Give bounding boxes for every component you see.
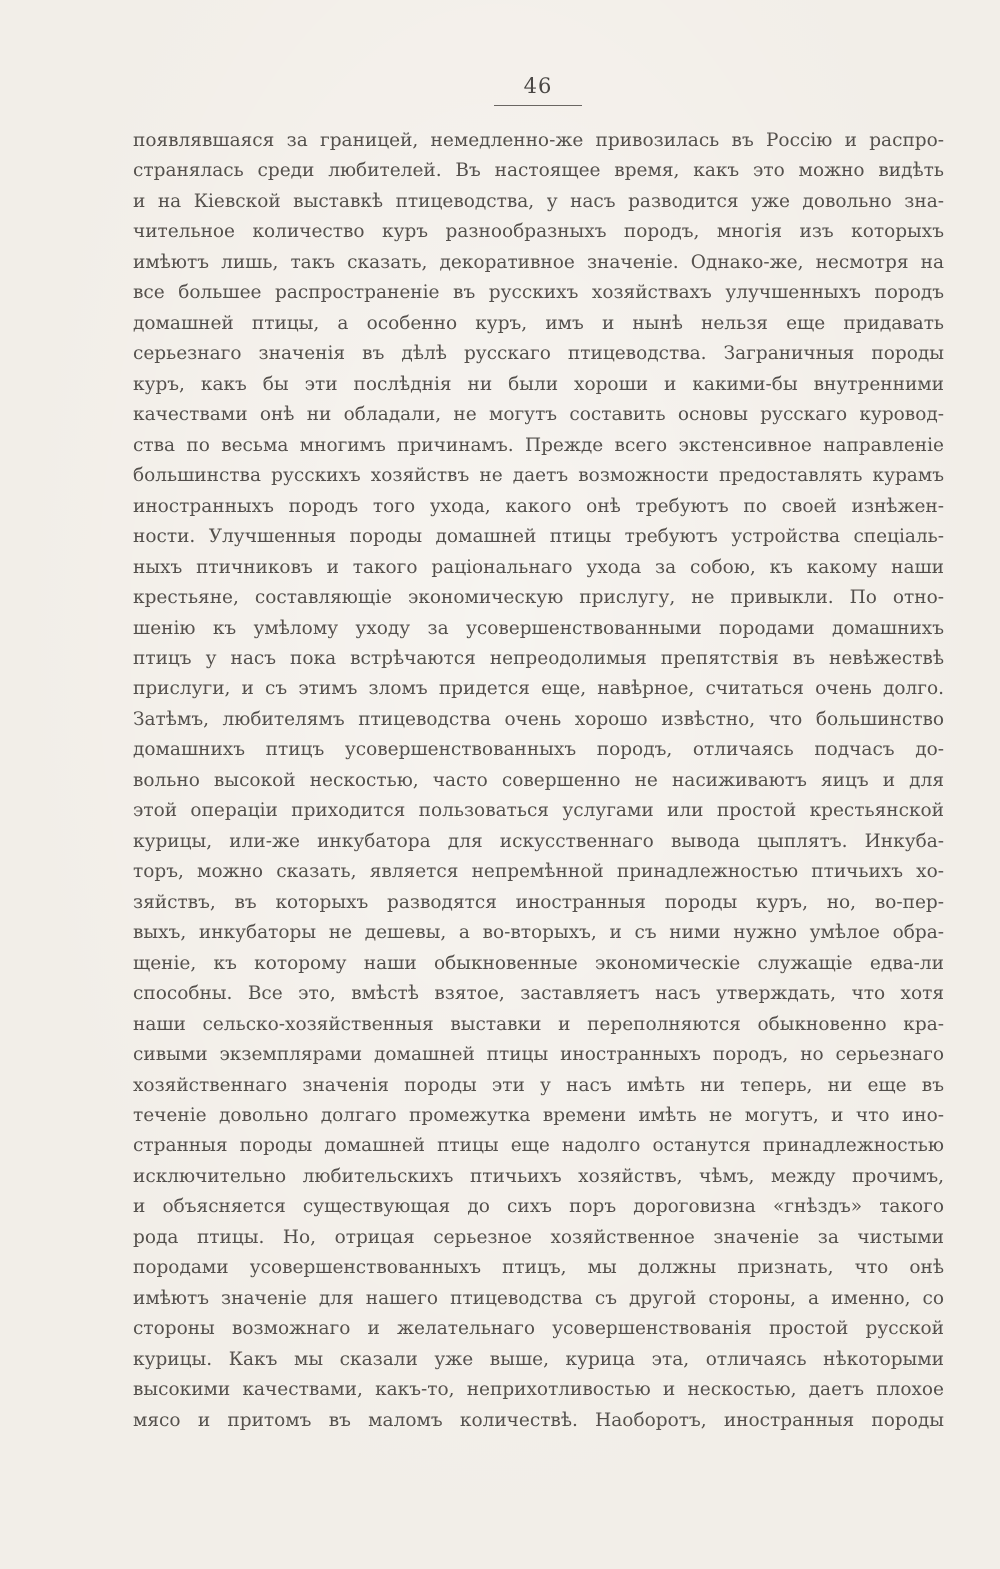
text-line: этой операціи приходится пользоваться услугами или простой крестьянской — [133, 800, 944, 822]
text-line: курицы. Какъ мы сказали уже выше, курица эта, отличаясь нѣкоторыми — [133, 1348, 944, 1370]
page-number-rule — [494, 105, 582, 106]
text-line: щеніе, къ которому наши обыкновенные экономическіе служащіе едва-ли — [133, 952, 944, 974]
text-line: появлявшаяся за границей, немедленно-же привозилась въ Россію и распро- — [133, 130, 944, 151]
text-line: шенію къ умѣлому уходу за усовершенствованными породами домашнихъ — [133, 617, 944, 639]
text-line: высокими качествами, какъ-то, неприхотливостью и нескостью, даетъ плохое — [133, 1379, 944, 1401]
text-line: курицы, или-же инкубатора для искусственнаго вывода цыплятъ. Инкуба- — [133, 830, 944, 852]
text-line: качествами онѣ ни обладали, не могутъ составить основы русскаго куровод- — [133, 404, 944, 426]
text-line: мясо и притомъ въ маломъ количествѣ. Наоборотъ, иностранныя породы — [133, 1409, 944, 1431]
text-line: способны. Все это, вмѣстѣ взятое, заставляетъ насъ утверждать, что хотя — [133, 983, 944, 1005]
text-line: зяйствъ, въ которыхъ разводятся иностранныя породы куръ, но, во-пер- — [133, 891, 944, 913]
text-line: хозяйственнаго значенія породы эти у насъ имѣть ни теперь, ни еще въ — [133, 1074, 944, 1096]
text-line: Затѣмъ, любителямъ птицеводства очень хорошо извѣстно, что большинство — [133, 708, 944, 730]
text-line: имѣютъ значеніе для нашего птицеводства съ другой стороны, а именно, со — [133, 1287, 944, 1309]
text-line: и на Кіевской выставкѣ птицеводства, у насъ разводится уже довольно зна- — [133, 190, 944, 212]
text-line: чительное количество куръ разнообразныхъ породъ, многія изъ которыхъ — [133, 221, 944, 243]
text-line: крестьяне, составляющіе экономическую прислугу, не привыкли. По отно- — [133, 587, 944, 609]
text-line: странныя породы домашней птицы еще надолго останутся принадлежностью — [133, 1135, 944, 1157]
text-line: исключительно любительскихъ птичьихъ хозяйствъ, чѣмъ, между прочимъ, — [133, 1165, 944, 1187]
text-line: иностранныхъ породъ того ухода, какого онѣ требуютъ по своей изнѣжен- — [133, 495, 944, 517]
text-line: куръ, какъ бы эти послѣднія ни были хороши и какими-бы внутренними — [133, 373, 944, 395]
text-line: имѣютъ лишь, такъ сказать, декоративное значеніе. Однако-же, несмотря на — [133, 251, 944, 273]
text-line: большинства русскихъ хозяйствъ не даетъ возможности предоставлять курамъ — [133, 465, 944, 487]
text-line: породами усовершенствованныхъ птицъ, мы должны признать, что онѣ — [133, 1257, 944, 1279]
text-line: птицъ у насъ пока встрѣчаются непреодолимыя препятствія въ невѣжествѣ — [133, 647, 944, 669]
text-line: выхъ, инкубаторы не дешевы, а во-вторыхъ, и съ ними нужно умѣлое обра- — [133, 922, 944, 944]
text-line: вольно высокой нескостью, часто совершенно не насиживаютъ яицъ и для — [133, 769, 944, 791]
text-line: ныхъ птичниковъ и такого раціональнаго ухода за собою, къ какому наши — [133, 556, 944, 578]
text-line: торъ, можно сказать, является непремѣнной принадлежностью птичьихъ хо- — [133, 861, 944, 883]
text-line: и объясняется существующая до сихъ поръ дороговизна «гнѣздъ» такого — [133, 1196, 944, 1218]
text-line: ства по весьма многимъ причинамъ. Прежде всего экстенсивное направленіе — [133, 434, 944, 456]
text-line: все большее распространеніе въ русскихъ хозяйствахъ улучшенныхъ породъ — [133, 282, 944, 304]
text-line: домашней птицы, а особенно куръ, имъ и нынѣ нельзя еще придавать — [133, 312, 944, 334]
text-line: наши сельско-хозяйственныя выставки и переполняются обыкновенно кра- — [133, 1013, 944, 1035]
text-line: прислуги, и съ этимъ зломъ придется еще, навѣрное, считаться очень долго. — [133, 678, 944, 700]
text-line: сивыми экземплярами домашней птицы иностранныхъ породъ, но серьезнаго — [133, 1044, 944, 1066]
text-line: рода птицы. Но, отрицая серьезное хозяйственное значеніе за чистыми — [133, 1226, 944, 1248]
text-line: ности. Улучшенныя породы домашней птицы требуютъ устройства спеціаль- — [133, 526, 944, 548]
text-line: теченіе довольно долгаго промежутка времени имѣть не могутъ, и что ино- — [133, 1105, 944, 1126]
page-number: 46 — [523, 74, 553, 98]
text-line: серьезнаго значенія въ дѣлѣ русскаго птицеводства. Заграничныя породы — [133, 343, 944, 365]
text-line: стороны возможнаго и желательнаго усовершенствованія простой русской — [133, 1318, 944, 1340]
body-text — [133, 126, 944, 1436]
text-line: странялась среди любителей. Въ настоящее время, какъ это можно видѣть — [133, 160, 944, 182]
text-line: домашнихъ птицъ усовершенствованныхъ породъ, отличаясь подчасъ до- — [133, 739, 944, 761]
